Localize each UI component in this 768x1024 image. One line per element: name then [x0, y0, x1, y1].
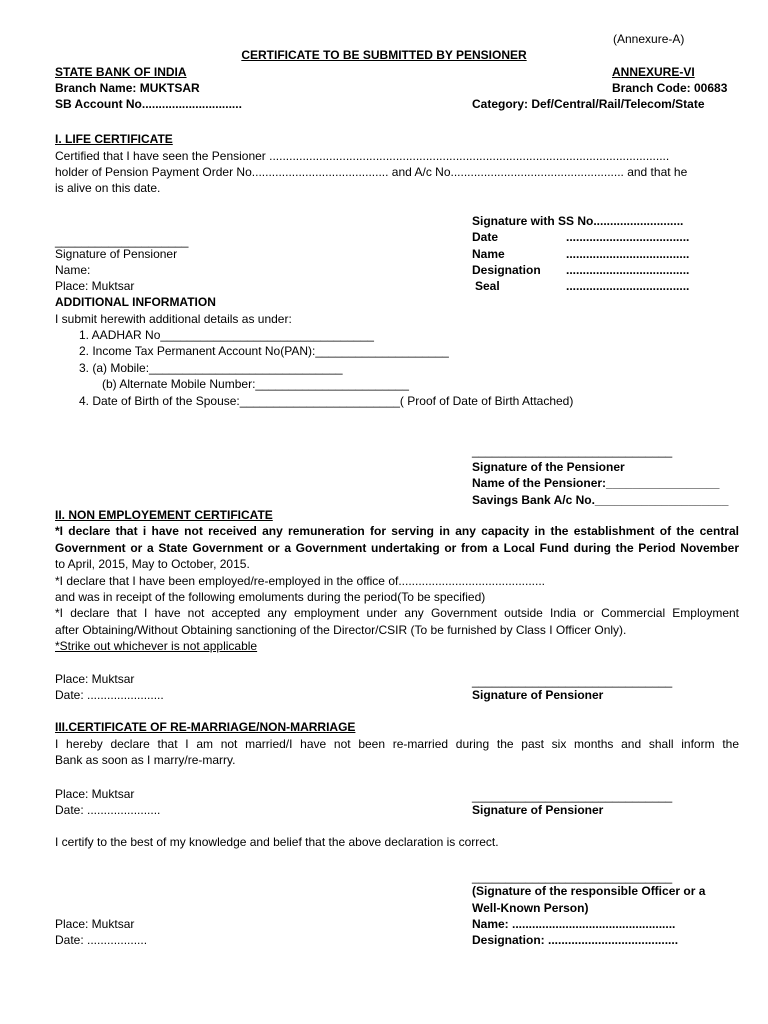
remarriage-line-1: I hereby declare that I am not married/I have not been re-married during the past six months and shall inform the: [55, 737, 739, 751]
pensioner-place: Place: Muktsar: [55, 279, 135, 293]
remarriage-line-2: Bank as soon as I marry/re-marry.: [55, 753, 236, 767]
non-employment-date: Date: .......................: [55, 688, 164, 702]
non-employment-signature-label: Signature of Pensioner: [472, 688, 604, 702]
savings-bank-ac-field: Savings Bank A/c No.____________________: [472, 493, 729, 507]
strike-out-note: *Strike out whichever is not applicable: [55, 639, 258, 653]
life-certificate-line-2: holder of Pension Payment Order No......................................... and A/c No.................................................... and that he: [55, 165, 688, 179]
officer-designation-dots: .....................................: [566, 263, 690, 277]
aadhar-field: 1. AADHAR No________________________________: [79, 328, 374, 342]
officer-date-dots: .....................................: [566, 230, 690, 244]
name-of-pensioner-field: Name of the Pensioner:_________________: [472, 476, 720, 490]
annexure-a-label: (Annexure-A): [613, 32, 685, 46]
life-certificate-line-1: Certified that I have seen the Pensioner ........................................................................................................................: [55, 149, 670, 163]
pensioner-signature-line-2: ______________________________: [472, 444, 673, 458]
officer-seal-dots: .....................................: [566, 279, 690, 293]
signature-of-pensioner-label: Signature of Pensioner: [55, 247, 178, 261]
remarriage-date: Date: ......................: [55, 803, 161, 817]
signature-ss-no: Signature with SS No...........................: [472, 214, 684, 228]
non-employment-p2-line-2: and was in receipt of the following emoluments during the period(To be specified): [55, 590, 486, 604]
remarriage-signature-label: Signature of Pensioner: [472, 803, 604, 817]
officer-signature-label-1: (Signature of the responsible Officer or a: [472, 884, 706, 898]
non-employment-place: Place: Muktsar: [55, 672, 135, 686]
non-employment-signature-line: ______________________________: [472, 674, 673, 688]
life-certificate-heading: I. LIFE CERTIFICATE: [55, 132, 173, 146]
officer-signature-line: ______________________________: [472, 870, 673, 884]
annexure-vi-label: ANNEXURE-VI: [612, 65, 695, 79]
pensioner-signature-line: ____________________: [55, 234, 189, 248]
final-date: Date: ..................: [55, 933, 148, 947]
signature-of-the-pensioner-label: Signature of the Pensioner: [472, 460, 625, 474]
document-title: CERTIFICATE TO BE SUBMITTED BY PENSIONER: [241, 48, 527, 62]
mobile-field: 3. (a) Mobile:_____________________________: [79, 361, 343, 375]
branch-name: Branch Name: MUKTSAR: [55, 81, 200, 95]
non-employment-p3-line-2: after Obtaining/Without Obtaining sanctioning of the Director/CSIR (To be furnished by Class I Officer Only).: [55, 623, 627, 637]
alternate-mobile-field: (b) Alternate Mobile Number:_______________________: [102, 377, 409, 391]
remarriage-heading: III.CERTIFICATE OF RE-MARRIAGE/NON-MARRIAGE: [55, 720, 356, 734]
pan-field: 2. Income Tax Permanent Account No(PAN):____________________: [79, 344, 449, 358]
branch-code: Branch Code: 00683: [612, 81, 728, 95]
non-employment-p1-line-1: *I declare that i have not received any remuneration for serving in any capacity in the establishment of the central: [55, 524, 739, 538]
non-employment-p3-line-1: *I declare that I have not accepted any employment under any Government outside India or Commercial Employment: [55, 606, 739, 620]
spouse-dob-field: 4. Date of Birth of the Spouse:________________________( Proof of Date of Birth Attached): [79, 394, 574, 408]
non-employment-p2-line-1: *I declare that I have been employed/re-employed in the office of............................................: [55, 574, 546, 588]
remarriage-place: Place: Muktsar: [55, 787, 135, 801]
pensioner-name-label: Name:: [55, 263, 91, 277]
officer-name-dots: .....................................: [566, 247, 690, 261]
category-label: Category: Def/Central/Rail/Telecom/State: [472, 97, 705, 111]
bank-name: STATE BANK OF INDIA: [55, 65, 187, 79]
officer-name-label: Name: [472, 247, 505, 261]
non-employment-heading: II. NON EMPLOYEMENT CERTIFICATE: [55, 508, 273, 522]
sb-account-field: SB Account No..............................: [55, 97, 242, 111]
remarriage-signature-line: ______________________________: [472, 789, 673, 803]
non-employment-p1-line-2: Government or a State Government or a Government undertaking or from a Local Fund during the Period November: [55, 541, 739, 555]
officer-designation-field: Designation: .......................................: [472, 933, 679, 947]
final-certify-statement: I certify to the best of my knowledge and belief that the above declaration is correct.: [55, 835, 499, 849]
additional-info-intro: I submit herewith additional details as under:: [55, 312, 292, 326]
officer-seal-label: Seal: [475, 279, 500, 293]
officer-designation-label: Designation: [472, 263, 541, 277]
additional-info-heading: ADDITIONAL INFORMATION: [55, 295, 216, 309]
officer-signature-label-2: Well-Known Person): [472, 901, 589, 915]
officer-name-field: Name: .................................................: [472, 917, 676, 931]
final-place: Place: Muktsar: [55, 917, 135, 931]
officer-date-label: Date: [472, 230, 499, 244]
life-certificate-line-3: is alive on this date.: [55, 181, 161, 195]
non-employment-p1-line-3: to April, 2015, May to October, 2015.: [55, 557, 250, 571]
